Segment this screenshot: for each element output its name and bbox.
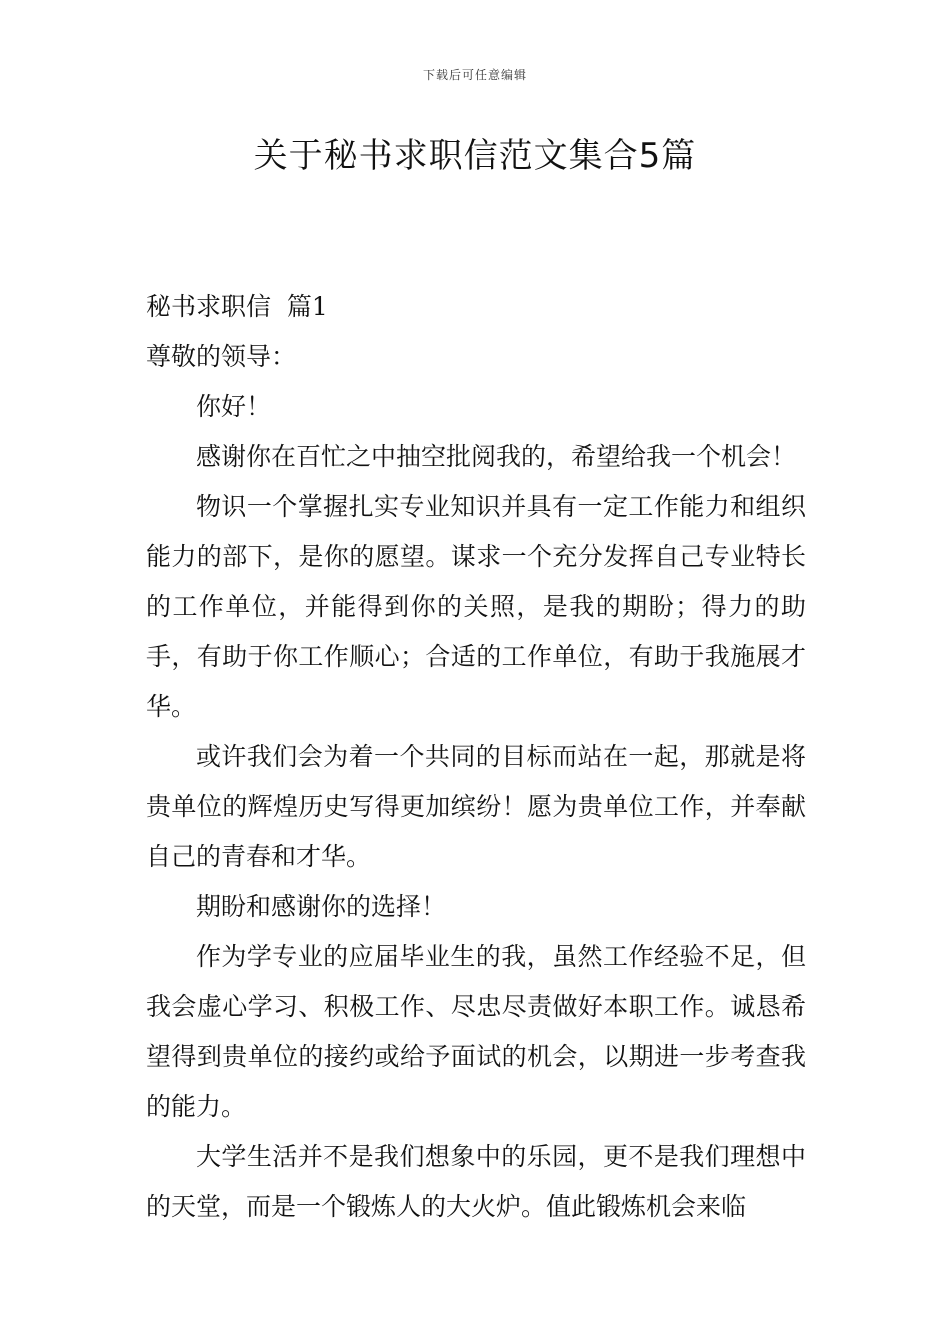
paragraph: 物识一个掌握扎实专业知识并具有一定工作能力和组织能力的部下，是你的愿望。谋求一个充分发挥自己专业特长的工作单位，并能得到你的关照，是我的期盼；得力的助手，有助于你工作顺心；合适的工作单位，有助于我施展才华。 — [146, 492, 806, 721]
paragraph: 大学生活并不是我们想象中的乐园，更不是我们理想中的天堂，而是一个锻炼人的大火炉。值此锻炼机会来临 — [146, 1142, 806, 1221]
paragraph: 期盼和感谢你的选择！ — [196, 892, 447, 921]
section-heading: 秘书求职信 篇1 — [146, 292, 328, 321]
document-body — [146, 282, 806, 1232]
header-note: 下载后可任意编辑 — [422, 68, 527, 82]
document-title: 关于秘书求职信范文集合5篇 — [253, 136, 697, 176]
paragraph: 你好！ — [196, 392, 272, 421]
paragraph: 感谢你在百忙之中抽空批阅我的，希望给我一个机会！ — [196, 442, 797, 471]
salutation: 尊敬的领导： — [146, 342, 297, 371]
paragraph: 或许我们会为着一个共同的目标而站在一起，那就是将贵单位的辉煌历史写得更加缤纷！愿为贵单位工作，并奉献自己的青春和才华。 — [146, 742, 806, 871]
paragraph: 作为学专业的应届毕业生的我，虽然工作经验不足，但我会虚心学习、积极工作、尽忠尽责做好本职工作。诚恳希望得到贵单位的接约或给予面试的机会，以期进一步考查我的能力。 — [146, 942, 806, 1121]
